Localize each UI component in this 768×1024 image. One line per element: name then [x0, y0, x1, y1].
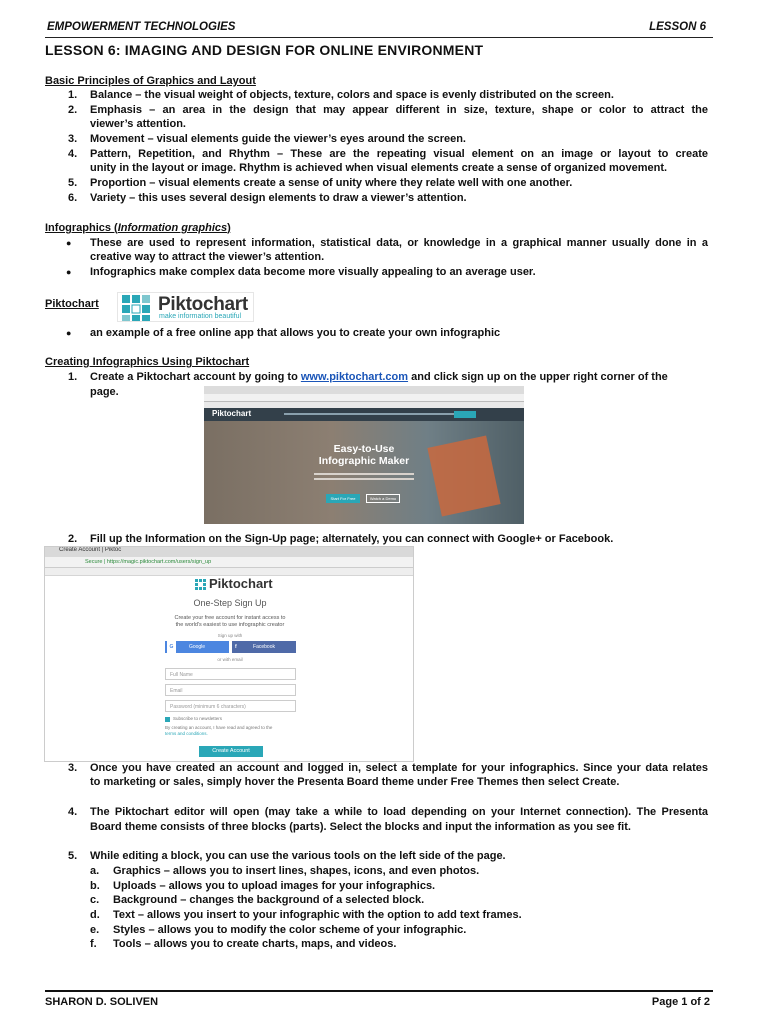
tool-letter: e. — [90, 924, 100, 936]
tool-desc: – allows you to upload images for your infographics. — [156, 880, 436, 892]
step-text: Create a Piktochart account by going to — [90, 371, 301, 383]
tool-letter: c. — [90, 894, 100, 906]
tool-term: Background — [113, 894, 178, 906]
newsletter-label: Subscribe to newsletters — [173, 716, 223, 721]
creating-heading: Creating Infographics Using Piktochart — [45, 356, 250, 368]
list-item-term: Pattern, Repetition, and Rhythm — [90, 148, 270, 160]
signup-button — [454, 411, 476, 418]
hero-title — [304, 443, 424, 467]
nav-links — [284, 413, 454, 415]
email-input: Email — [165, 684, 296, 696]
tool-letter: a. — [90, 865, 100, 877]
terms-link: terms and conditions. — [165, 731, 208, 736]
fullname-input: Full Name — [165, 668, 296, 680]
principles-heading: Basic Principles of Graphics and Layout — [45, 75, 256, 87]
facebook-icon: f — [235, 644, 237, 650]
tool-item — [113, 937, 396, 952]
signup-brand: Piktochart — [209, 576, 273, 591]
list-item-term: Movement — [90, 133, 145, 145]
list-number: 4. — [68, 148, 78, 160]
list-number: 1. — [68, 89, 78, 101]
step-5: While editing a block, you can use the various tools on the left side of the page. — [90, 850, 506, 862]
site-nav — [204, 408, 524, 421]
list-item-continued: unity in the layout or image. Rhythm is achieved when visual elements create a sense of organized movement. — [90, 162, 668, 174]
step-number: 2. — [68, 533, 78, 545]
step-3-continued: to marketing or sales, simply hover the Presenta Board theme under Free Themes then select Create. — [90, 776, 620, 788]
page-title: LESSON 6: IMAGING AND DESIGN FOR ONLINE ENVIRONMENT — [45, 42, 484, 58]
list-number: 2. — [68, 104, 78, 116]
bullet-icon: ● — [66, 328, 72, 338]
terms-text: By creating an account, I have read and agreed to the — [165, 725, 273, 730]
list-item-term: Balance — [90, 89, 133, 101]
step-2: Fill up the Information on the Sign-Up page; alternately, you can connect with Google+ or Facebook. — [90, 533, 614, 545]
tool-item — [113, 864, 479, 879]
page-number: Page 1 of 2 — [651, 996, 710, 1008]
list-item-text: – These are the repeating visual element on an image or layout to create — [269, 148, 708, 160]
tool-item — [113, 879, 435, 894]
browser-addressbar — [45, 557, 414, 568]
tool-term: Tools — [113, 938, 142, 950]
list-item-text: – an area in the design that may appear different in size, texture, shape or color to attract the — [141, 104, 708, 116]
logo-tagline: make information beautiful — [159, 313, 242, 320]
step-1 — [90, 370, 708, 385]
hero-subtext — [314, 473, 414, 475]
facebook-button — [232, 641, 296, 653]
list-item-term: Proportion — [90, 177, 147, 189]
footer-divider — [45, 990, 713, 992]
site-brand: Piktochart — [212, 409, 252, 418]
hero-line: Easy-to-Use — [333, 443, 395, 455]
lesson-label: LESSON 6 — [649, 21, 706, 33]
password-input: Password (minimum 6 characters) — [165, 700, 296, 712]
tool-letter: b. — [90, 880, 100, 892]
page-header — [47, 21, 706, 37]
start-free-button: Start For Free — [326, 494, 360, 503]
browser-bookmarks — [45, 568, 414, 576]
signup-desc: Create your free account for instant access to — [174, 615, 286, 621]
list-number: 3. — [68, 133, 78, 145]
signup-heading: One-Step Sign Up — [193, 598, 267, 608]
tool-desc: – allows you to modify the color scheme of your infographic. — [145, 924, 467, 936]
watch-demo-button: Watch a Demo — [366, 494, 400, 503]
list-item — [90, 103, 708, 118]
create-account-button: Create Account — [199, 746, 263, 757]
tool-item — [113, 923, 466, 938]
browser-tabbar — [204, 386, 524, 394]
list-item-term: Variety — [90, 192, 127, 204]
list-item-text: – visual elements create a sense of unity where they relate well with one another. — [146, 177, 573, 189]
list-item-continued: viewer’s attention. — [90, 118, 186, 130]
step-1-continued: page. — [90, 386, 119, 398]
logo-name: Piktochart — [158, 294, 248, 315]
step-3: Once you have created an account and logged in, select a template for your infographics. Since your data relates — [90, 762, 708, 774]
list-number: 6. — [68, 192, 78, 204]
step-number: 4. — [68, 806, 78, 818]
tool-desc: – changes the background of a selected block. — [177, 894, 425, 906]
list-item — [90, 191, 708, 206]
heading-part: ) — [227, 222, 231, 234]
tool-term: Text — [113, 909, 135, 921]
author-name: SHARON D. SOLIVEN — [45, 996, 159, 1008]
step-text: and click sign up on the upper right corner of the — [408, 371, 668, 383]
list-item-term: Emphasis — [90, 104, 142, 116]
piktochart-homepage-screenshot — [204, 386, 524, 524]
google-label: Google — [188, 644, 206, 650]
browser-addressbar — [204, 394, 524, 402]
tool-letter: f. — [90, 938, 97, 950]
infographics-heading — [45, 221, 231, 236]
step-number: 5. — [68, 850, 78, 862]
browser-url: Secure | https://magic.piktochart.com/users/sign_up — [85, 559, 212, 565]
piktochart-logo-icon — [121, 294, 153, 322]
list-item — [90, 176, 708, 191]
tool-term: Uploads — [113, 880, 157, 892]
or-with-email: or with email — [217, 657, 243, 662]
tool-desc: – allows you insert to your infographic with the option to add text frames. — [134, 909, 522, 921]
tool-term: Graphics — [113, 865, 161, 877]
list-item — [90, 147, 708, 162]
course-title: EMPOWERMENT TECHNOLOGIES — [47, 21, 236, 33]
piktochart-logo-icon — [195, 579, 207, 591]
infographics-bullet-2: Infographics make complex data become more visually appealing to an average user. — [90, 266, 536, 278]
step-number: 1. — [68, 371, 78, 383]
piktochart-heading: Piktochart — [45, 298, 99, 310]
step-number: 3. — [68, 762, 78, 774]
list-item — [90, 88, 708, 103]
tool-letter: d. — [90, 909, 100, 921]
tool-desc: – allows you to create charts, maps, and videos. — [141, 938, 397, 950]
tool-desc: – allows you to insert lines, shapes, icons, and even photos. — [160, 865, 480, 877]
hero-subtext — [314, 478, 414, 480]
step-4-continued: Board theme consists of three blocks (parts). Select the blocks and input the information as you see fit. — [90, 821, 631, 833]
facebook-label: Facebook — [253, 644, 275, 650]
list-item-text: – visual elements guide the viewer’s eyes around the screen. — [144, 133, 466, 145]
piktochart-bullet: an example of a free online app that allows you to create your own infographic — [90, 327, 501, 339]
list-item-text: – the visual weight of objects, texture, colors and space is evenly distributed on the screen. — [132, 89, 614, 101]
heading-italic: Information graphics — [117, 222, 228, 234]
list-item-text: – this uses several design elements to draw a viewer’s attention. — [126, 192, 467, 204]
browser-tabbar — [45, 547, 414, 557]
list-number: 5. — [68, 177, 78, 189]
newsletter-checkbox — [165, 717, 170, 722]
piktochart-link[interactable]: www.piktochart.com — [300, 371, 409, 383]
header-divider — [45, 37, 713, 38]
tool-item — [113, 893, 424, 908]
step-4: The Piktochart editor will open (may take a while to load depending on your Internet connection). The Presenta — [90, 806, 708, 818]
piktochart-logo — [117, 292, 254, 322]
list-item — [90, 132, 708, 147]
infographics-bullet-1: These are used to represent information, statistical data, or knowledge in a graphical manner usually done in a — [90, 237, 708, 249]
tool-item — [113, 908, 522, 923]
bullet-icon: ● — [66, 267, 72, 277]
bullet-icon: ● — [66, 238, 72, 248]
signup-desc: the world's easiest to use infographic creator — [175, 622, 285, 628]
browser-tab: Create Account | Piktoc — [59, 547, 122, 553]
signup-screenshot — [44, 546, 414, 762]
google-button — [165, 641, 229, 653]
google-icon: G — [167, 641, 176, 653]
signup-with: Sign up with — [217, 633, 243, 638]
hero-line: Infographic Maker — [318, 455, 410, 467]
infographics-bullet-1-continued: creative way to attract the viewer’s attention. — [90, 251, 325, 263]
heading-part: Infographics ( — [45, 222, 118, 234]
tool-term: Styles — [113, 924, 146, 936]
